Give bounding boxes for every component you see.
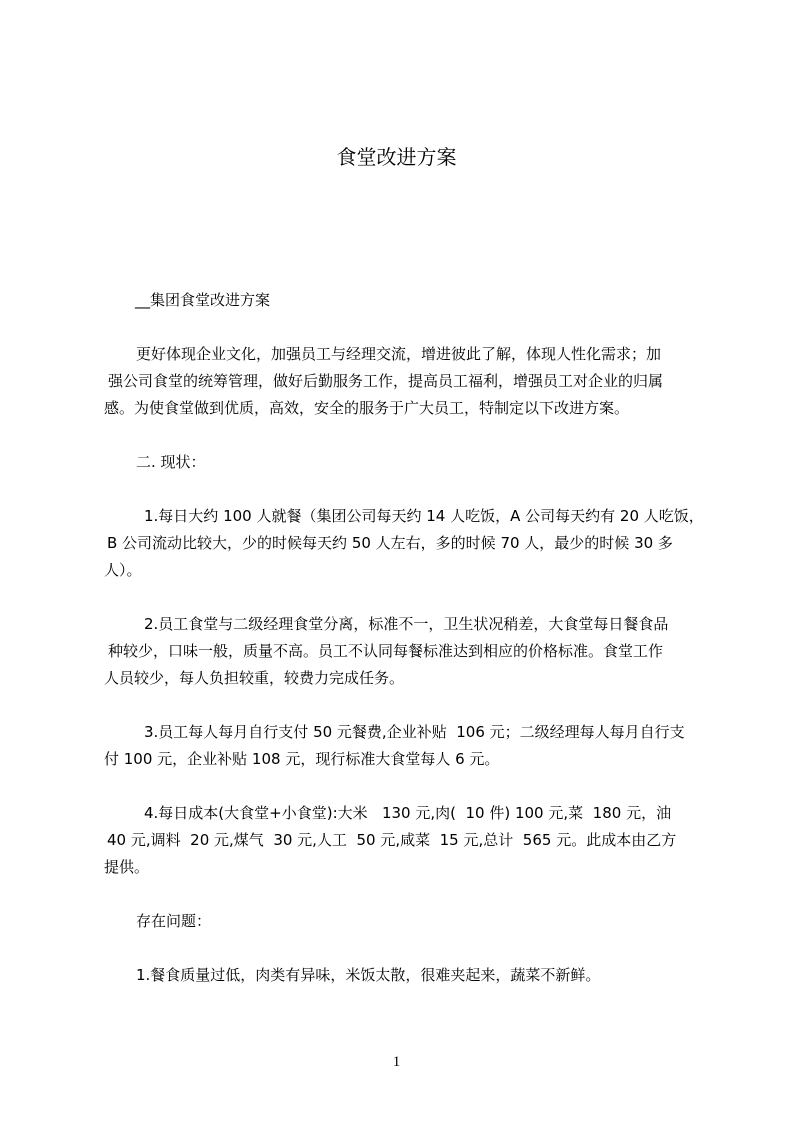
- section-heading-problems: [104, 908, 702, 935]
- item4-line-3: 提供。: [104, 858, 150, 876]
- item4-line-2: 40 元,调料 20 元,煤气 30 元,人工 50 元,咸菜 15 元,总计 565 元。此成本由乙方: [107, 831, 677, 849]
- problem-item-1: [104, 962, 702, 989]
- status-item-2: [104, 611, 702, 692]
- item2-line-1: 2.员工食堂与二级经理食堂分离，标准不一，卫生状况稍差，大食堂每日餐食品: [144, 615, 669, 633]
- problem1-text: 1.餐食质量过低，肉类有异味，米饭太散，很难夹起来，蔬菜不新鲜。: [136, 966, 601, 984]
- subtitle: [104, 287, 702, 314]
- status-item-3: [104, 719, 702, 773]
- page-number: 1: [392, 1054, 401, 1070]
- item2-line-3: 人员较少，每人负担较重，较费力完成任务。: [104, 669, 405, 687]
- item1-line-2: B 公司流动比较大，少的时候每天约 50 人左右，多的时候 70 人，最少的时候 30 多: [107, 534, 673, 552]
- intro-line-3: 感。为使食堂做到优质，高效，安全的服务于广大员工，特制定以下改进方案。: [104, 399, 630, 417]
- section-status-text: 二. 现状：: [136, 453, 206, 471]
- item3-line-2: 付 100 元，企业补贴 108 元，现行标准大食堂每人 6 元。: [104, 750, 500, 768]
- section-heading-status: [104, 449, 702, 476]
- section-problems-text: 存在问题：: [136, 912, 212, 930]
- document-title: 食堂改进方案: [336, 145, 457, 169]
- intro-line-1: 更好体现企业文化，加强员工与经理交流，增进彼此了解，体现人性化需求；加: [136, 345, 662, 363]
- intro-line-2: 强公司食堂的统筹管理，做好后勤服务工作，提高员工福利，增强员工对企业的归属: [108, 372, 664, 390]
- subtitle-text: __集团食堂改进方案: [135, 291, 271, 309]
- item3-line-1: 3.员工每人每月自行支付 50 元餐费,企业补贴 106 元；二级经理每人每月自行支: [144, 723, 685, 741]
- item4-line-1: 4.每日成本(大食堂+小食堂):大米 130 元,肉( 10 件) 100 元,菜 180 元，油: [144, 804, 672, 822]
- item2-line-2: 种较少，口味一般，质量不高。员工不认同每餐标准达到相应的价格标准。食堂工作: [108, 642, 664, 660]
- status-item-1: [104, 503, 702, 584]
- item1-line-1: 1.每日大约 100 人就餐（集团公司每天约 14 人吃饭，A 公司每天约有 20 人吃饭，: [144, 507, 704, 525]
- intro-paragraph: [104, 341, 702, 422]
- status-item-4: [104, 800, 702, 881]
- item1-line-3: 人）。: [104, 561, 142, 579]
